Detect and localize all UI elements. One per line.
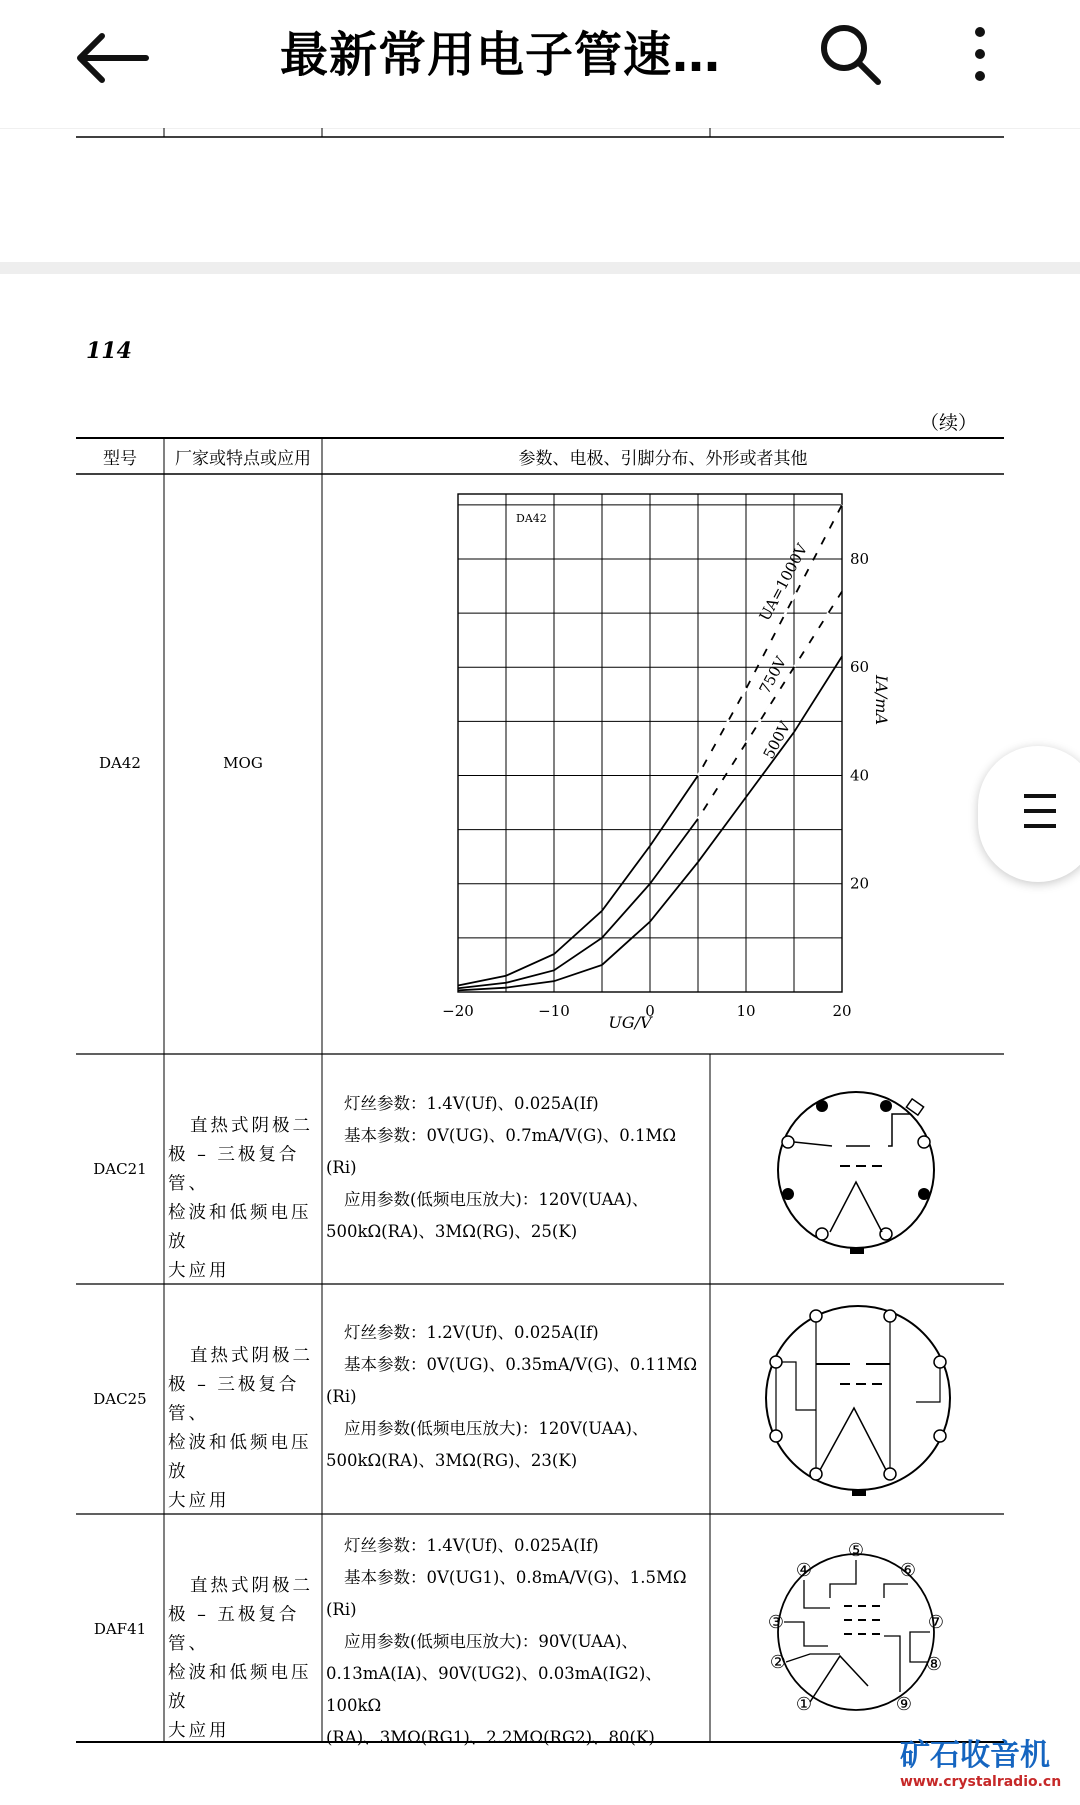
pin-5: ⑤ [847,1540,865,1561]
table-row-maker: MOG [223,754,263,772]
table-row-model: DA42 [99,754,141,772]
chart-title: DA42 [516,512,547,525]
watermark-url: www.crystalradio.cn [900,1774,1062,1790]
watermark [900,1730,1080,1805]
pin-9: ⑨ [895,1694,913,1715]
table-header-params: 参数、电极、引脚分布、外形或者其他 [518,449,808,469]
pin-2: ② [769,1652,787,1673]
table-row-model: DAC25 [93,1390,147,1408]
table-row-model: DAC21 [93,1160,147,1178]
table-header-model: 型号 [103,449,137,469]
watermark-name: 矿石收音机 [900,1738,1050,1773]
page-title: 最新常用电子管速… [280,27,722,83]
y-tick-label: 40 [850,766,870,785]
y-axis-label: IA/mA [872,675,891,725]
table-header-maker: 厂家或特点或应用 [175,449,311,469]
series-label-1000v: UA=1000V [755,540,812,624]
tube-specs: 灯丝参数：1.4V(Uf)、0.025A(If) 基本参数：0V(UG)、0.7mA/V(G)、0.1MΩ (Ri) 应用参数(低频电压放大)：120V(UAA)、 500kΩ(RA)、3MΩ(RG)、25(K) [326,1094,677,1241]
menu-fab-button[interactable] [978,746,1080,882]
x-axis-label: UG/V [608,1013,652,1032]
tube-specs: 灯丝参数：1.4V(Uf)、0.025A(If) 基本参数：0V(UG1)、0.8mA/V(G)、1.5MΩ (Ri) 应用参数(低频电压放大)：90V(UAA)、 0.13mA(IA)、90V(UG2)、0.03mA(IG2)、100kΩ (RA)、3MΩ(RG1)、2.2MΩ(RG2)、80(K) [326,1536,687,1747]
pin-7: ⑦ [927,1612,945,1633]
pin-4: ④ [795,1560,813,1581]
pin-3: ③ [767,1612,785,1633]
continued-label: （续） [920,412,978,434]
tube-description: 直热式阴极二 极 – 三极复合管、 检波和低频电压放 大应用 [168,1116,313,1281]
x-tick-label: 20 [832,1002,852,1020]
tube-specs: 灯丝参数：1.2V(Uf)、0.025A(If) 基本参数：0V(UG)、0.35mA/V(G)、0.11MΩ (Ri) 应用参数(低频电压放大)：120V(UAA)、 500kΩ(RA)、3MΩ(RG)、23(K) [326,1323,698,1470]
dac21-pinout-diagram [760,1084,960,1264]
x-tick-label: 0 [645,1002,655,1020]
pin-6: ⑥ [899,1560,917,1581]
series-label-750v: 750V [755,653,791,697]
y-tick-label: 80 [850,549,870,568]
x-tick-label: −20 [442,1002,474,1020]
series-label-500v: 500V [759,718,795,762]
x-tick-label: 10 [736,1002,756,1020]
daf41-pinout-diagram [760,1536,960,1722]
y-tick-label: 20 [850,874,870,893]
table-row-model: DAF41 [93,1620,147,1638]
x-tick-label: −10 [538,1002,570,1020]
tube-description: 直热式阴极二 极 – 五极复合管、 检波和低频电压放 大应用 [168,1576,313,1741]
pin-1: ① [795,1694,813,1715]
dac25-pinout-diagram [756,1298,966,1498]
page-number: 114 [86,338,132,364]
y-tick-label: 60 [850,658,870,677]
pin-8: ⑧ [925,1654,943,1675]
hamburger-icon [1024,794,1056,834]
tube-description: 直热式阴极二 极 – 三极复合管、 检波和低频电压放 大应用 [168,1346,313,1511]
